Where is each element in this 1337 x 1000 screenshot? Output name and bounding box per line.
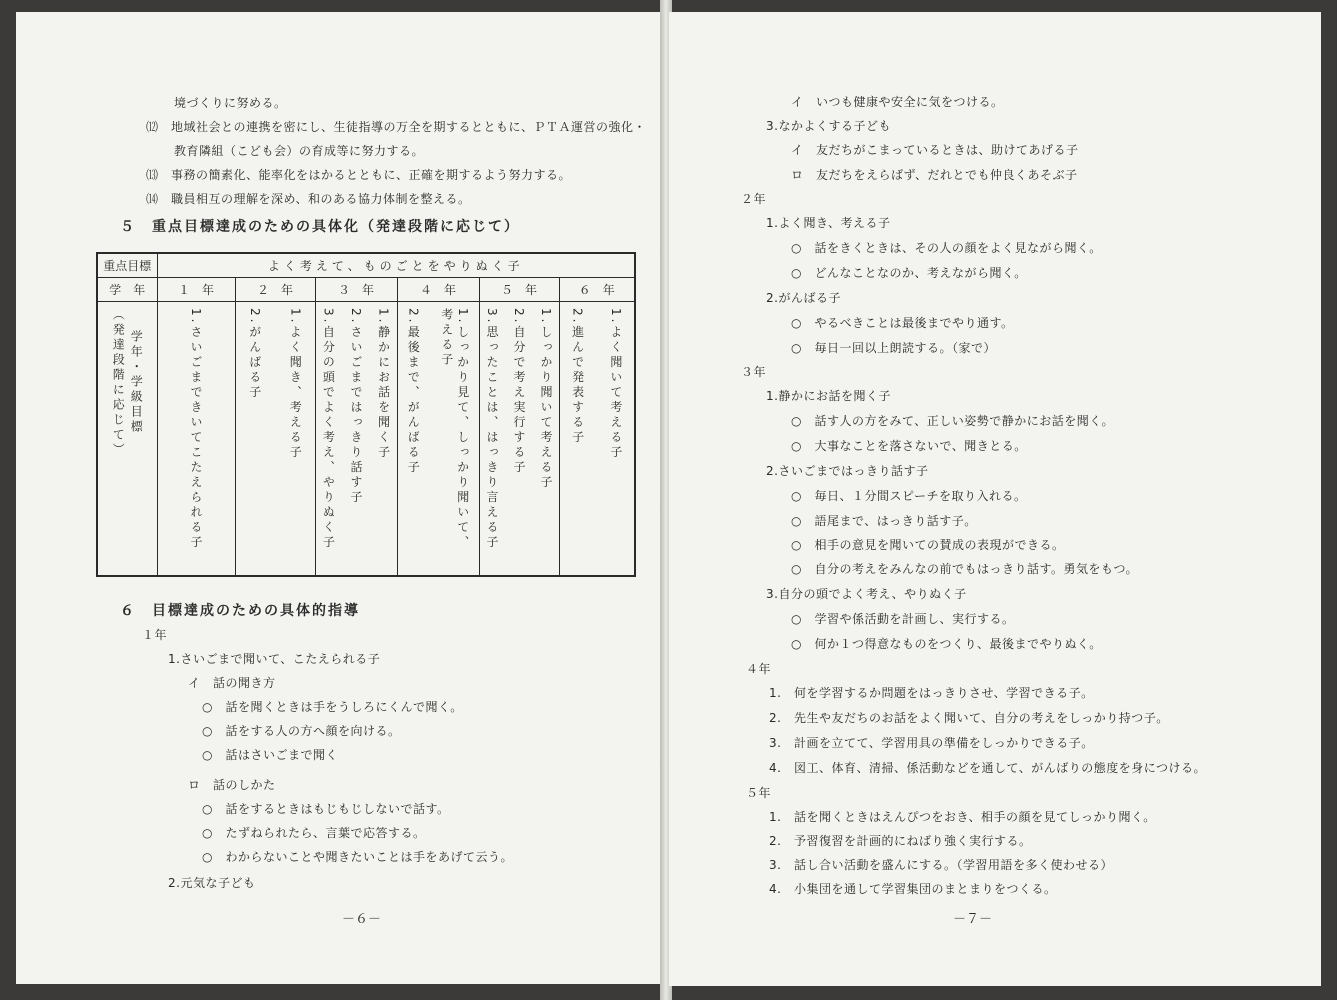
- grade-5-heading: ５年: [746, 786, 772, 800]
- grade-3-heading: ３年: [741, 365, 767, 379]
- grade-header-6: ６ 年: [559, 277, 635, 301]
- grade-1-goal-1: 1.さいごまできいてこたえられる子: [189, 307, 203, 550]
- grade-5-goal-2: 2.自分で考え実行する子: [512, 307, 526, 475]
- grade-2-item-1: 1.よく聞き、考える子: [766, 216, 891, 230]
- grade-1-heading: １年: [142, 628, 168, 642]
- row-label: 学年・学級目標: [129, 330, 144, 435]
- grade-4-item-1: 1. 何を学習するか問題をはっきりさせ、学習できる子。: [769, 686, 1094, 700]
- right-line-3: イ 友だちがこまっているときは、助けてあげる子: [791, 143, 1079, 157]
- grade-2-bullet-4: ○ 毎日一回以上朗読する。（家で）: [791, 341, 996, 355]
- listening-heading: イ 話の聞き方: [188, 676, 276, 690]
- grade-2-goals: [235, 301, 315, 576]
- right-line-2: 3.なかよくする子ども: [766, 119, 891, 133]
- grade-5-item-1: 1. 話を聞くときはえんぴつをおき、相手の顔を見てしっかり聞く。: [769, 810, 1156, 824]
- grade-5-goal-3: 3.思ったことは、はっきり言える子: [485, 307, 499, 550]
- grade-5-goal-1: 1.しっかり聞いて考える子: [539, 307, 553, 490]
- right-line-4: ロ 友だちをえらばず、だれとでも仲良くあそぶ子: [791, 168, 1078, 182]
- grade-5-item-4: 4. 小集団を通して学習集団のまとまりをつくる。: [769, 882, 1057, 896]
- grade-3-bullet-4: ○ 語尾まで、はっきり話す子。: [791, 514, 977, 528]
- grade-2-heading: ２年: [741, 192, 767, 206]
- grade-2-bullet-1: ○ 話をきくときは、その人の顔をよく見ながら聞く。: [791, 241, 1102, 255]
- grade-4-item-2: 2. 先生や友だちのお話をよく聞いて、自分の考えをしっかり持つ子。: [769, 711, 1169, 725]
- grade-2-bullet-3: ○ やるべきことは最後までやり通す。: [791, 316, 1014, 330]
- speaking-heading: ロ 話のしかた: [188, 778, 276, 792]
- grade-1-item-1: 1.さいごまで聞いて、こたえられる子: [168, 652, 381, 666]
- listening-bullet-2: ○ 話をする人の方へ顔を向ける。: [202, 724, 401, 738]
- listening-bullet-3: ○ 話はさいごまで聞く: [202, 748, 338, 762]
- section-6-heading: ６ 目標達成のための具体的指導: [120, 603, 360, 619]
- left-page: [16, 12, 662, 984]
- right-page: [669, 12, 1321, 986]
- grade-4-goal-2: 2.最後まで、がんばる子: [406, 307, 421, 475]
- goal-label: 重点目標: [97, 253, 157, 277]
- item-13: ⒀ 事務の簡素化、能率化をはかるとともに、正確を期するよう努力する。: [146, 168, 572, 182]
- grade-5-item-3: 3. 話し合い活動を盛んにする。（学習用語を多く使わせる）: [769, 858, 1113, 872]
- row-sublabel: （発達段階に応じて）: [111, 307, 126, 458]
- grade-5-item-2: 2. 予習復習を計画的にねばり強く実行する。: [769, 834, 1032, 848]
- grade-3-bullet-7: ○ 学習や係活動を計画し、実行する。: [791, 612, 1015, 626]
- grade-2-bullet-2: ○ どんなことなのか、考えながら聞く。: [791, 266, 1027, 280]
- page-number-right: －７－: [953, 912, 993, 927]
- grade-header-2: ２ 年: [235, 277, 315, 301]
- grade-2-goal-2: 2.がんばる子: [247, 307, 262, 400]
- grade-header-3: ３ 年: [315, 277, 397, 301]
- item-12: ⑿ 地域社会との連携を密にし、生徒指導の万全を期するとともに、ＰＴＡ運営の強化・: [146, 120, 647, 134]
- grade-6-goals: [559, 301, 635, 576]
- row-label-cell: [97, 301, 157, 576]
- listening-bullet-1: ○ 話を聞くときは手をうしろにくんで聞く。: [202, 700, 463, 714]
- grade-5-goals: [479, 301, 559, 576]
- item-12-cont: 教育隣組（こども会）の育成等に努力する。: [174, 144, 425, 158]
- grade-3-goal-2: 2.さいごまではっきり話す子: [348, 307, 363, 505]
- grade-4-heading: ４年: [746, 662, 772, 676]
- goal-text: よく考えて、ものごとをやりぬく子: [157, 253, 635, 277]
- grade-header-1: １ 年: [157, 277, 235, 301]
- grade-label: 学 年: [97, 277, 157, 301]
- speaking-bullet-1: ○ 話をするときはもじもじしないで話す。: [202, 802, 450, 816]
- grade-4-item-3: 3. 計画を立てて、学習用具の準備をしっかりできる子。: [769, 736, 1094, 750]
- section-5-heading: ５ 重点目標達成のための具体化（発達段階に応じて）: [120, 219, 520, 235]
- grade-3-bullet-3: ○ 毎日、１分間スピーチを取り入れる。: [791, 489, 1027, 503]
- grade-4-goals: [397, 301, 479, 576]
- speaking-bullet-3: ○ わからないことや聞きたいことは手をあげて云う。: [202, 850, 513, 864]
- grade-3-item-3: 3.自分の頭でよく考え、やりぬく子: [766, 587, 967, 601]
- grade-3-bullet-1: ○ 話す人の方をみて、正しい姿勢で静かにお話を聞く。: [791, 414, 1114, 428]
- goal-table: [96, 252, 636, 577]
- grade-2-goal-1: 1.よく聞き、考える子: [288, 307, 303, 460]
- grade-3-bullet-2: ○ 大事なことを落さないで、聞きとる。: [791, 439, 1027, 453]
- grade-3-goal-3: 3.自分の頭でよく考え、やりぬく子: [321, 307, 336, 550]
- grade-4-item-4: 4. 図工、体育、清掃、係活動などを通して、がんばりの態度を身につける。: [769, 761, 1206, 775]
- grade-3-item-1: 1.静かにお話を聞く子: [766, 389, 891, 403]
- grade-4-goal-1: 1.しっかり見て、しっかり聞いて、考える子: [439, 307, 470, 550]
- grade-2-item-2: 2.がんばる子: [766, 291, 841, 305]
- grade-3-goals: [315, 301, 397, 576]
- grade-6-goal-1: 1.よく聞いて考える子: [608, 307, 623, 460]
- grade-3-bullet-6: ○ 自分の考えをみんなの前でもはっきり話す。勇気をもつ。: [791, 562, 1139, 576]
- grade-1-item-2: 2.元気な子ども: [168, 876, 256, 890]
- right-line-1: イ いつも健康や安全に気をつける。: [791, 95, 1004, 109]
- continuation-line: 境づくりに努める。: [174, 96, 287, 110]
- page-number-left: －６－: [342, 912, 382, 927]
- grade-3-bullet-5: ○ 相手の意見を聞いての賛成の表現ができる。: [791, 538, 1065, 552]
- speaking-bullet-2: ○ たずねられたら、言葉で応答する。: [202, 826, 426, 840]
- grade-3-bullet-8: ○ 何か１つ得意なものをつくり、最後までやりぬく。: [791, 637, 1102, 651]
- grade-3-item-2: 2.さいごまではっきり話す子: [766, 464, 929, 478]
- grade-1-goals: [157, 301, 235, 576]
- grade-3-goal-1: 1.静かにお話を聞く子: [376, 307, 391, 460]
- grade-header-4: ４ 年: [397, 277, 479, 301]
- item-14: ⒁ 職員相互の理解を深め、和のある協力体制を整える。: [146, 192, 471, 206]
- grade-header-5: ５ 年: [479, 277, 559, 301]
- grade-6-goal-2: 2.進んで発表する子: [570, 307, 585, 445]
